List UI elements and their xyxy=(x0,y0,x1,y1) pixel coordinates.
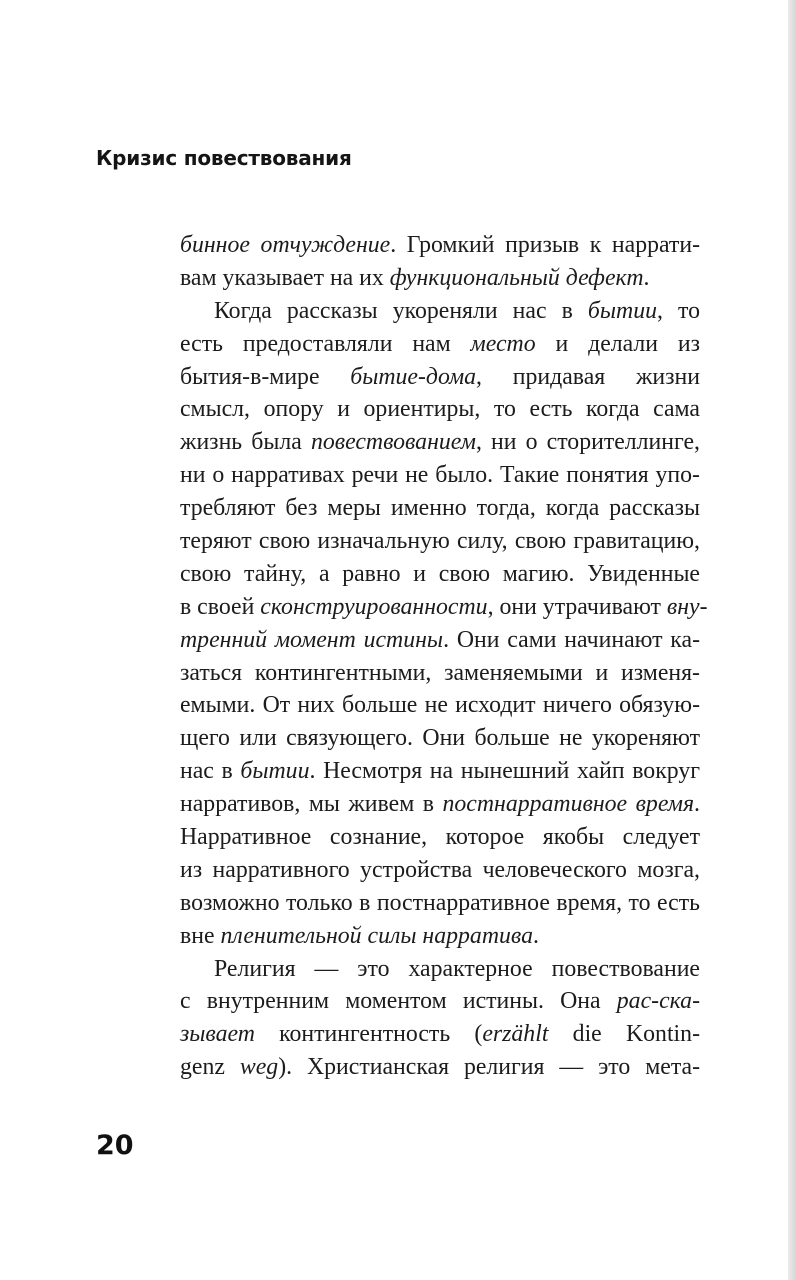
italic-text: бытие-дома xyxy=(350,363,477,390)
text-segment: . Они сами начинают ка- xyxy=(443,626,700,653)
text-segment: ). Христианская религия — это мета- xyxy=(278,1054,701,1081)
text-line xyxy=(180,525,700,558)
text-segment: Религия — это характерное повествование xyxy=(214,955,700,982)
text-segment: вам указывает на их xyxy=(180,264,390,291)
text-line xyxy=(180,689,700,722)
italic-text: вну- xyxy=(666,593,708,620)
text-line xyxy=(180,854,700,887)
text-segment: есть предоставляли нам xyxy=(180,330,471,357)
text-segment: с внутренним моментом истины. Она xyxy=(180,988,617,1015)
text-segment: ни о нарративах речи не было. Такие понятия упо- xyxy=(180,462,700,489)
text-segment: Когда рассказы укореняли нас в xyxy=(214,297,588,324)
body-text xyxy=(180,229,708,1084)
text-line xyxy=(180,755,700,788)
italic-text: постнарративное время xyxy=(442,791,695,818)
italic-text: повествованием xyxy=(310,429,476,456)
text-segment: die Kontin- xyxy=(548,1021,700,1048)
text-segment: из нарративного устройства человеческого мозга, xyxy=(180,856,700,883)
text-segment: . Громкий призыв к наррати- xyxy=(390,232,700,258)
text-line xyxy=(180,788,700,821)
text-segment: нас в xyxy=(180,758,241,785)
page-edge-shadow xyxy=(788,0,796,1280)
text-segment: . xyxy=(694,791,700,818)
italic-text: бытии xyxy=(587,297,657,324)
text-line xyxy=(180,1018,700,1051)
text-segment: емыми. От них больше не исходит ничего обязую- xyxy=(180,692,700,719)
text-line xyxy=(180,591,708,624)
italic-text: зывает xyxy=(180,1021,255,1048)
text-segment: свою тайну, а равно и свою магию. Увиденные xyxy=(180,560,700,587)
text-line xyxy=(180,328,700,361)
text-line xyxy=(180,953,700,986)
text-line xyxy=(180,821,700,854)
text-line xyxy=(180,558,700,591)
text-segment: , они утрачивают xyxy=(487,593,667,620)
text-segment: вне xyxy=(180,922,221,949)
text-segment: и делали из xyxy=(535,330,700,357)
italic-text: функциональный дефект xyxy=(389,264,644,291)
italic-text: бытии xyxy=(240,758,310,785)
text-line xyxy=(180,985,700,1018)
text-line xyxy=(180,459,700,492)
text-segment: , ни о сторителлинге, xyxy=(475,429,700,456)
text-segment: требляют без меры именно тогда, когда рассказы xyxy=(180,495,700,522)
text-segment: . xyxy=(643,264,650,291)
text-line xyxy=(180,920,700,953)
text-segment: . xyxy=(532,922,539,949)
page-number: 20 xyxy=(96,1130,134,1161)
text-line xyxy=(180,657,700,690)
text-line xyxy=(180,361,700,394)
italic-text: бинное отчуждение xyxy=(180,232,391,258)
italic-text: пленительной силы нарратива xyxy=(220,922,533,949)
text-segment: бытия-в-мире xyxy=(180,363,351,390)
text-segment: , придавая жизни xyxy=(476,363,700,390)
italic-text: weg xyxy=(239,1054,279,1081)
text-segment: смысл, опору и ориентиры, то есть когда сама xyxy=(180,396,700,423)
text-line xyxy=(180,887,700,920)
text-segment: нарративов, мы живем в xyxy=(180,791,443,818)
italic-text: erzählt xyxy=(482,1021,549,1048)
text-line xyxy=(180,722,700,755)
text-segment: Нарративное сознание, которое якобы следует xyxy=(180,824,700,851)
italic-text: сконструированности xyxy=(260,593,488,620)
text-segment: возможно только в постнарративное время, то есть xyxy=(180,889,700,916)
text-segment: в своей xyxy=(180,593,261,620)
text-line xyxy=(180,229,700,262)
text-segment: genz xyxy=(180,1054,240,1081)
text-line xyxy=(180,1051,700,1084)
text-line xyxy=(180,426,700,459)
text-line xyxy=(180,295,700,328)
text-segment: контингентность ( xyxy=(254,1021,483,1048)
italic-text: рас-ска- xyxy=(616,988,700,1015)
text-line xyxy=(180,624,700,657)
running-header: Кризис повествования xyxy=(96,146,352,170)
text-segment: заться контингентными, заменяемыми и изменя- xyxy=(180,659,700,686)
text-segment: . Несмотря на нынешний хайп вокруг xyxy=(309,758,700,785)
text-segment: , то xyxy=(657,297,701,324)
italic-text: место xyxy=(470,330,536,357)
text-line xyxy=(180,393,700,426)
text-segment: теряют свою изначальную силу, свою гравитацию, xyxy=(180,528,700,555)
text-line xyxy=(180,492,700,525)
text-segment: щего или связующего. Они больше не укореняют xyxy=(180,725,700,752)
italic-text: тренний момент истины xyxy=(180,626,444,653)
text-segment: жизнь была xyxy=(180,429,311,456)
text-line xyxy=(180,262,700,295)
